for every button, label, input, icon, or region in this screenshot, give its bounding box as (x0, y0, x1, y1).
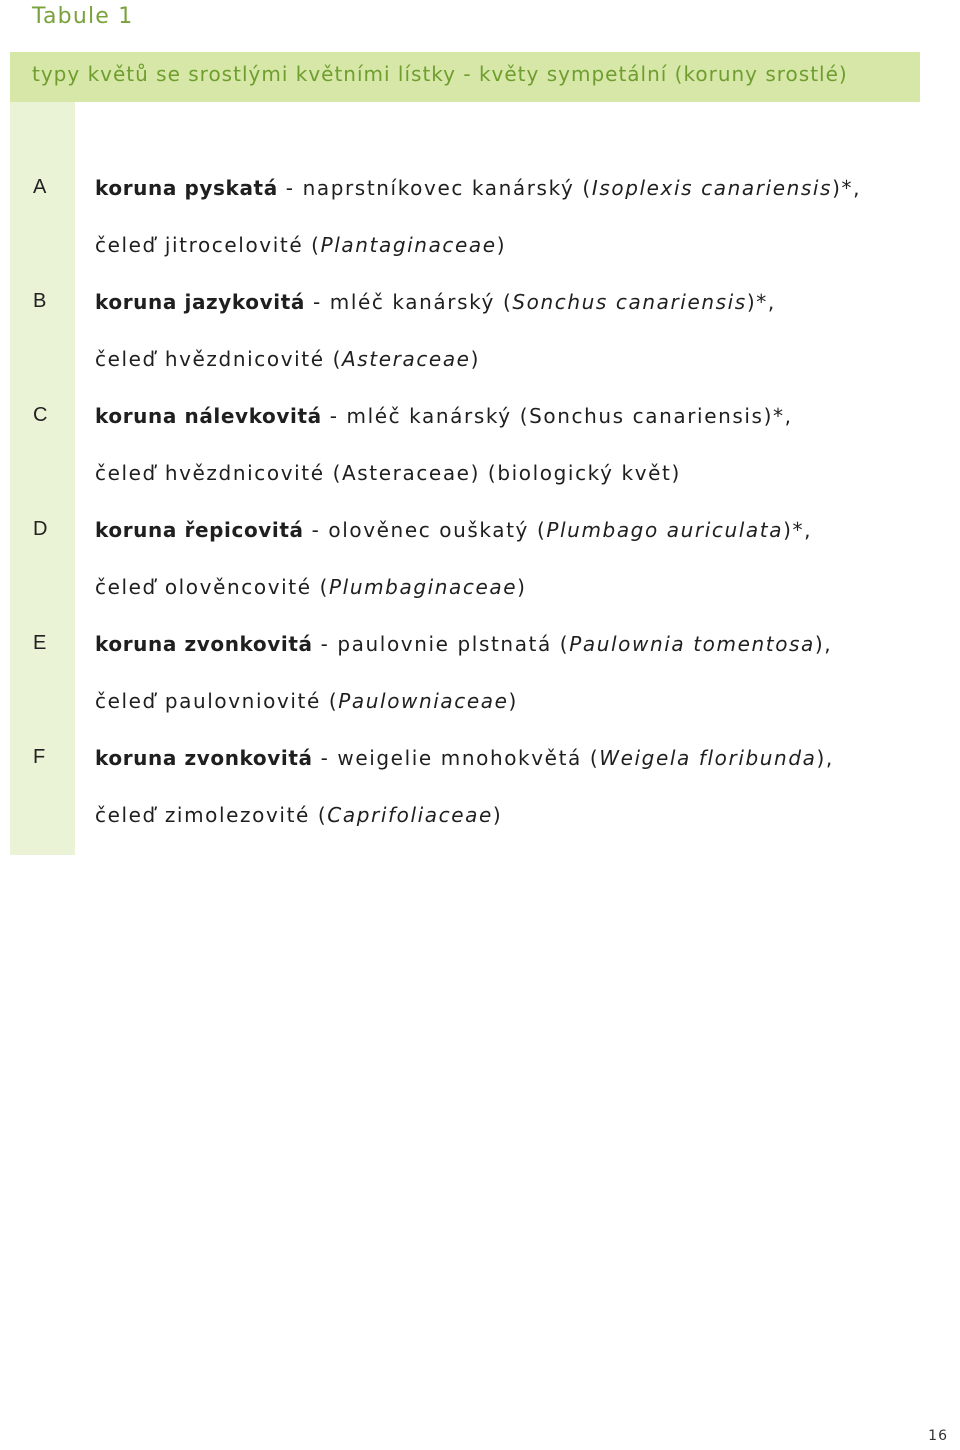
plant-tail: )*, (832, 176, 862, 200)
crown-type: koruna zvonkovitá (95, 632, 313, 656)
plant-tail: )*, (746, 290, 776, 314)
plant-tail: ), (816, 746, 834, 770)
separator: - (312, 632, 338, 656)
crown-type: koruna pyskatá (95, 176, 278, 200)
family-tail: ) (470, 347, 480, 371)
family-latin: Paulowniaceae (338, 689, 509, 713)
family-prefix: čeleď hvězdnicovité ( (95, 347, 342, 371)
plant-name: weigelie mnohokvětá ( (337, 746, 600, 770)
family-latin: Caprifoliaceae (327, 803, 493, 827)
row-letter: A (33, 176, 47, 198)
row-crown-line (95, 518, 812, 542)
separator: - (277, 176, 303, 200)
family-tail: ) (496, 233, 507, 257)
plant-latin: Sonchus canariensis (512, 290, 747, 314)
plant-latin: Weigela floribunda (599, 746, 817, 770)
row-crown-line (95, 176, 861, 200)
separator: - (312, 746, 338, 770)
family-tail: ) (508, 689, 518, 713)
separator: - (305, 290, 330, 314)
family-prefix: čeleď olověncovité ( (95, 575, 329, 599)
family-prefix: čeleď zimolezovité ( (95, 803, 328, 827)
separator: - (303, 518, 329, 542)
table-row (0, 176, 960, 290)
row-letter: E (33, 632, 47, 654)
family-latin: Plantaginaceae (320, 233, 497, 257)
row-crown-line (95, 290, 776, 314)
row-family-line (95, 461, 681, 485)
plant-latin: Paulownia tomentosa (569, 632, 815, 656)
plant-name: mléč kanárský ( (329, 290, 513, 314)
family-tail: ) (517, 575, 527, 599)
crown-type: koruna nálevkovitá (95, 404, 322, 428)
table-row (0, 632, 960, 746)
row-letter: B (33, 290, 47, 312)
family-latin: Asteraceae (342, 347, 471, 371)
page-number: 16 (928, 1428, 948, 1444)
family-latin: Plumbaginaceae (329, 575, 518, 599)
table-title: Tabule 1 (32, 4, 134, 29)
family-tail: ) (492, 803, 503, 827)
plant-name: paulovnie plstnatá ( (337, 632, 570, 656)
separator: - (321, 404, 347, 428)
row-crown-line (95, 632, 832, 656)
plant-name: mléč kanárský (Sonchus canariensis)*, (346, 404, 793, 428)
row-letter: C (33, 404, 48, 426)
plant-tail: ), (814, 632, 833, 656)
plant-name: olověnec ouškatý ( (328, 518, 547, 542)
row-crown-line (95, 746, 834, 770)
table-header-text: typy květů se srostlými květními lístky - květy sympetální (koruny srostlé) (32, 62, 848, 86)
table-header-bar (10, 52, 920, 102)
crown-type: koruna zvonkovitá (95, 746, 313, 770)
family-prefix: čeleď jitrocelovité ( (95, 233, 321, 257)
plant-latin: Plumbago auriculata (546, 518, 784, 542)
crown-type: koruna řepicovitá (95, 518, 304, 542)
row-family-line (95, 233, 506, 257)
row-family-line (95, 803, 502, 827)
table-row (0, 290, 960, 404)
table-row (0, 404, 960, 518)
crown-type: koruna jazykovitá (95, 290, 305, 314)
row-letter: D (33, 518, 48, 540)
plant-name: naprstníkovec kanárský ( (302, 176, 592, 200)
row-family-line (95, 575, 527, 599)
table-row (0, 518, 960, 632)
family-prefix: čeleď paulovniovité ( (95, 689, 339, 713)
row-letter: F (33, 746, 46, 768)
row-family-line (95, 689, 518, 713)
row-family-line (95, 347, 480, 371)
row-crown-line (95, 404, 793, 428)
family-prefix: čeleď hvězdnicovité (Asteraceae) (biologický květ) (95, 461, 681, 485)
plant-latin: Isoplexis canariensis (591, 176, 833, 200)
plant-tail: )*, (783, 518, 813, 542)
table-row (0, 746, 960, 860)
